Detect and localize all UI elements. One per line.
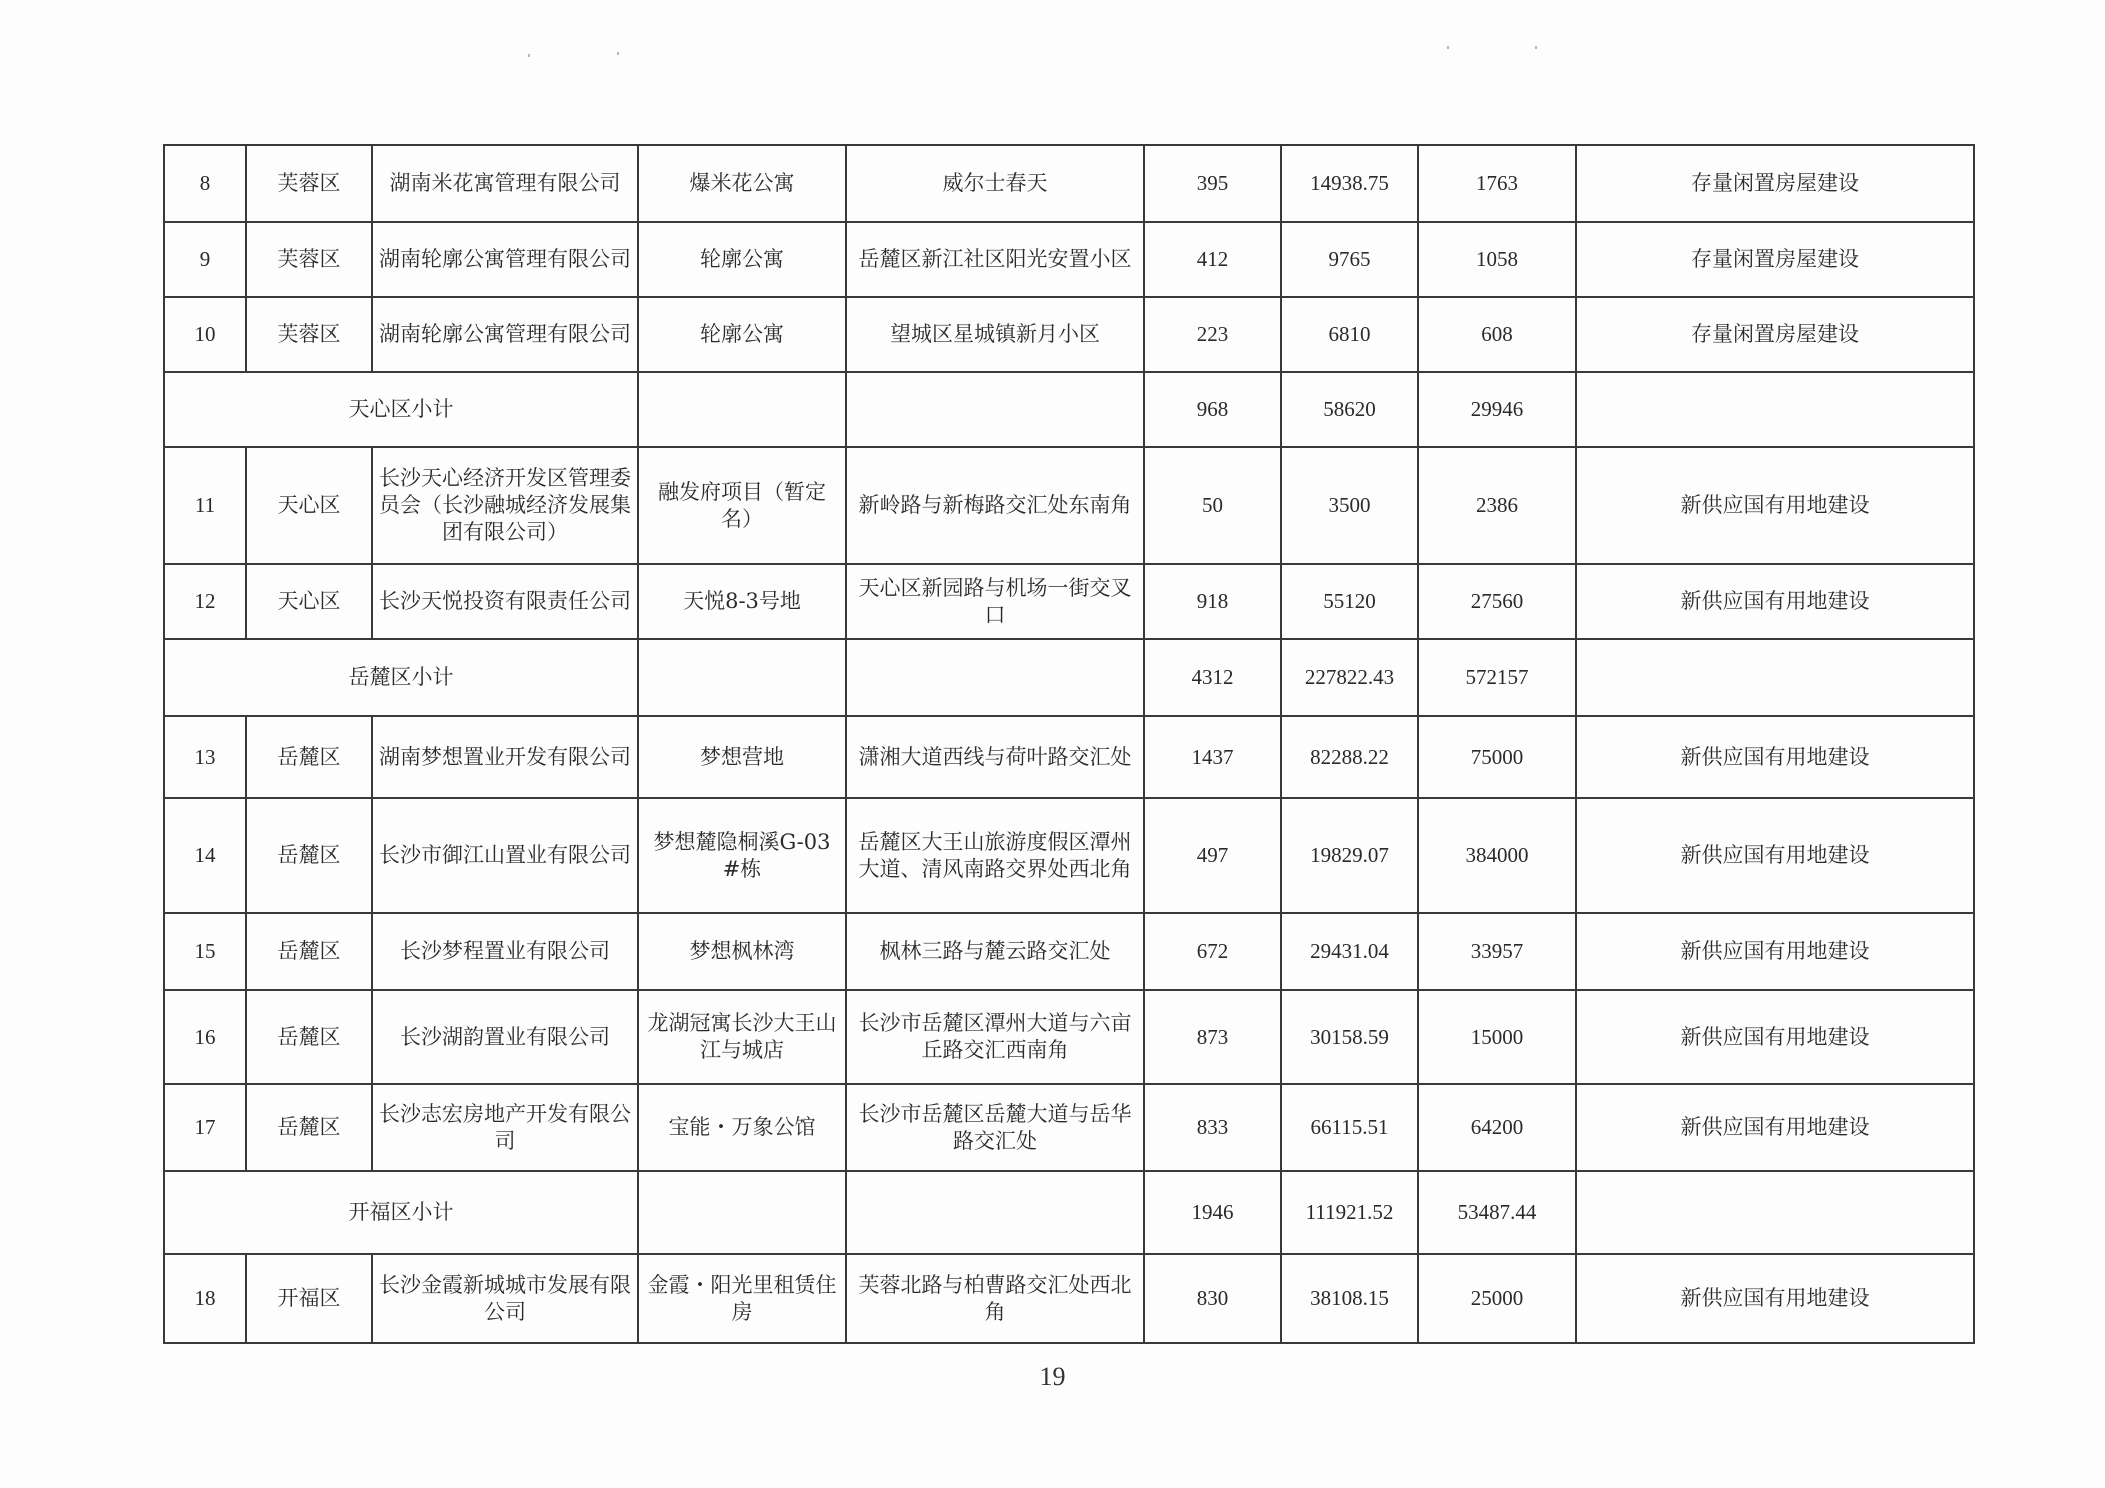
row-index: 10: [164, 297, 246, 372]
units-cell: 1946: [1144, 1171, 1281, 1254]
investment-cell: 15000: [1418, 990, 1576, 1084]
category-cell: 新供应国有用地建设: [1576, 447, 1974, 564]
company-cell: 长沙市御江山置业有限公司: [372, 798, 638, 913]
empty-cell: [1576, 1171, 1974, 1254]
project-cell: 融发府项目（暂定名）: [638, 447, 846, 564]
scan-speck: [528, 54, 530, 57]
area-cell: 58620: [1281, 372, 1418, 447]
company-cell: 长沙天悦投资有限责任公司: [372, 564, 638, 639]
units-cell: 1437: [1144, 716, 1281, 798]
units-cell: 497: [1144, 798, 1281, 913]
district-cell: 岳麓区: [246, 798, 372, 913]
row-index: 14: [164, 798, 246, 913]
area-cell: 66115.51: [1281, 1084, 1418, 1171]
project-cell: 梦想营地: [638, 716, 846, 798]
subtotal-label: 开福区小计: [164, 1171, 638, 1254]
scan-speck: [617, 52, 619, 55]
area-cell: 9765: [1281, 222, 1418, 297]
investment-cell: 53487.44: [1418, 1171, 1576, 1254]
company-cell: 长沙志宏房地产开发有限公司: [372, 1084, 638, 1171]
district-cell: 天心区: [246, 447, 372, 564]
category-cell: 新供应国有用地建设: [1576, 716, 1974, 798]
category-cell: 新供应国有用地建设: [1576, 564, 1974, 639]
table-row: [164, 1254, 1974, 1343]
area-cell: 3500: [1281, 447, 1418, 564]
location-cell: 岳麓区新江社区阳光安置小区: [846, 222, 1144, 297]
investment-cell: 29946: [1418, 372, 1576, 447]
row-index: 12: [164, 564, 246, 639]
table-row: [164, 913, 1974, 990]
units-cell: 672: [1144, 913, 1281, 990]
empty-cell: [638, 372, 846, 447]
category-cell: 新供应国有用地建设: [1576, 990, 1974, 1084]
investment-cell: 27560: [1418, 564, 1576, 639]
location-cell: 新岭路与新梅路交汇处东南角: [846, 447, 1144, 564]
units-cell: 830: [1144, 1254, 1281, 1343]
project-cell: 轮廓公寓: [638, 297, 846, 372]
empty-cell: [638, 1171, 846, 1254]
table-row: [164, 564, 1974, 639]
location-cell: 枫林三路与麓云路交汇处: [846, 913, 1144, 990]
units-cell: 4312: [1144, 639, 1281, 716]
district-cell: 岳麓区: [246, 1084, 372, 1171]
location-cell: 天心区新园路与机场一街交叉口: [846, 564, 1144, 639]
location-cell: 岳麓区大王山旅游度假区潭州大道、清风南路交界处西北角: [846, 798, 1144, 913]
district-cell: 岳麓区: [246, 913, 372, 990]
investment-cell: 1058: [1418, 222, 1576, 297]
location-cell: 长沙市岳麓区岳麓大道与岳华路交汇处: [846, 1084, 1144, 1171]
row-index: 9: [164, 222, 246, 297]
district-cell: 岳麓区: [246, 716, 372, 798]
housing-project-table: [163, 144, 1975, 1344]
scan-speck: [1447, 46, 1449, 49]
units-cell: 968: [1144, 372, 1281, 447]
area-cell: 38108.15: [1281, 1254, 1418, 1343]
investment-cell: 25000: [1418, 1254, 1576, 1343]
area-cell: 19829.07: [1281, 798, 1418, 913]
category-cell: 存量闲置房屋建设: [1576, 297, 1974, 372]
area-cell: 30158.59: [1281, 990, 1418, 1084]
table-row: [164, 297, 1974, 372]
subtotal-label: 天心区小计: [164, 372, 638, 447]
area-cell: 55120: [1281, 564, 1418, 639]
area-cell: 227822.43: [1281, 639, 1418, 716]
subtotal-row: [164, 639, 1974, 716]
row-index: 16: [164, 990, 246, 1084]
table-row: [164, 798, 1974, 913]
project-cell: 天悦8-3号地: [638, 564, 846, 639]
district-cell: 芙蓉区: [246, 145, 372, 222]
district-cell: 天心区: [246, 564, 372, 639]
investment-cell: 75000: [1418, 716, 1576, 798]
investment-cell: 572157: [1418, 639, 1576, 716]
table-row: [164, 1084, 1974, 1171]
company-cell: 湖南轮廓公寓管理有限公司: [372, 222, 638, 297]
area-cell: 82288.22: [1281, 716, 1418, 798]
company-cell: 湖南梦想置业开发有限公司: [372, 716, 638, 798]
investment-cell: 64200: [1418, 1084, 1576, 1171]
project-cell: 宝能・万象公馆: [638, 1084, 846, 1171]
table-row: [164, 222, 1974, 297]
units-cell: 412: [1144, 222, 1281, 297]
row-index: 15: [164, 913, 246, 990]
area-cell: 14938.75: [1281, 145, 1418, 222]
location-cell: 威尔士春天: [846, 145, 1144, 222]
empty-cell: [1576, 372, 1974, 447]
district-cell: 芙蓉区: [246, 222, 372, 297]
category-cell: 存量闲置房屋建设: [1576, 145, 1974, 222]
investment-cell: 2386: [1418, 447, 1576, 564]
investment-cell: 1763: [1418, 145, 1576, 222]
page-number: 19: [1039, 1362, 1066, 1391]
subtotal-row: [164, 1171, 1974, 1254]
company-cell: 长沙梦程置业有限公司: [372, 913, 638, 990]
company-cell: 湖南米花寓管理有限公司: [372, 145, 638, 222]
units-cell: 395: [1144, 145, 1281, 222]
subtotal-row: [164, 372, 1974, 447]
table-row: [164, 447, 1974, 564]
empty-cell: [1576, 639, 1974, 716]
units-cell: 223: [1144, 297, 1281, 372]
investment-cell: 384000: [1418, 798, 1576, 913]
empty-cell: [638, 639, 846, 716]
category-cell: 新供应国有用地建设: [1576, 1084, 1974, 1171]
units-cell: 918: [1144, 564, 1281, 639]
row-index: 13: [164, 716, 246, 798]
row-index: 17: [164, 1084, 246, 1171]
table-row: [164, 990, 1974, 1084]
area-cell: 6810: [1281, 297, 1418, 372]
project-cell: 爆米花公寓: [638, 145, 846, 222]
location-cell: 芙蓉北路与柏曹路交汇处西北角: [846, 1254, 1144, 1343]
company-cell: 长沙金霞新城城市发展有限公司: [372, 1254, 638, 1343]
company-cell: 长沙湖韵置业有限公司: [372, 990, 638, 1084]
category-cell: 存量闲置房屋建设: [1576, 222, 1974, 297]
area-cell: 111921.52: [1281, 1171, 1418, 1254]
category-cell: 新供应国有用地建设: [1576, 1254, 1974, 1343]
investment-cell: 33957: [1418, 913, 1576, 990]
location-cell: 望城区星城镇新月小区: [846, 297, 1144, 372]
subtotal-label: 岳麓区小计: [164, 639, 638, 716]
row-index: 18: [164, 1254, 246, 1343]
row-index: 11: [164, 447, 246, 564]
category-cell: 新供应国有用地建设: [1576, 798, 1974, 913]
empty-cell: [846, 372, 1144, 447]
table-row: [164, 145, 1974, 222]
scan-speck: [1535, 46, 1537, 49]
project-cell: 龙湖冠寓长沙大王山江与城店: [638, 990, 846, 1084]
project-cell: 轮廓公寓: [638, 222, 846, 297]
district-cell: 开福区: [246, 1254, 372, 1343]
empty-cell: [846, 639, 1144, 716]
units-cell: 833: [1144, 1084, 1281, 1171]
district-cell: 岳麓区: [246, 990, 372, 1084]
location-cell: 潇湘大道西线与荷叶路交汇处: [846, 716, 1144, 798]
units-cell: 873: [1144, 990, 1281, 1084]
area-cell: 29431.04: [1281, 913, 1418, 990]
empty-cell: [846, 1171, 1144, 1254]
location-cell: 长沙市岳麓区潭州大道与六亩丘路交汇西南角: [846, 990, 1144, 1084]
company-cell: 湖南轮廓公寓管理有限公司: [372, 297, 638, 372]
company-cell: 长沙天心经济开发区管理委员会（长沙融城经济发展集团有限公司）: [372, 447, 638, 564]
units-cell: 50: [1144, 447, 1281, 564]
project-cell: 金霞・阳光里租赁住房: [638, 1254, 846, 1343]
project-cell: 梦想枫林湾: [638, 913, 846, 990]
table-row: [164, 716, 1974, 798]
row-index: 8: [164, 145, 246, 222]
investment-cell: 608: [1418, 297, 1576, 372]
project-cell: 梦想麓隐桐溪G-03#栋: [638, 798, 846, 913]
district-cell: 芙蓉区: [246, 297, 372, 372]
category-cell: 新供应国有用地建设: [1576, 913, 1974, 990]
